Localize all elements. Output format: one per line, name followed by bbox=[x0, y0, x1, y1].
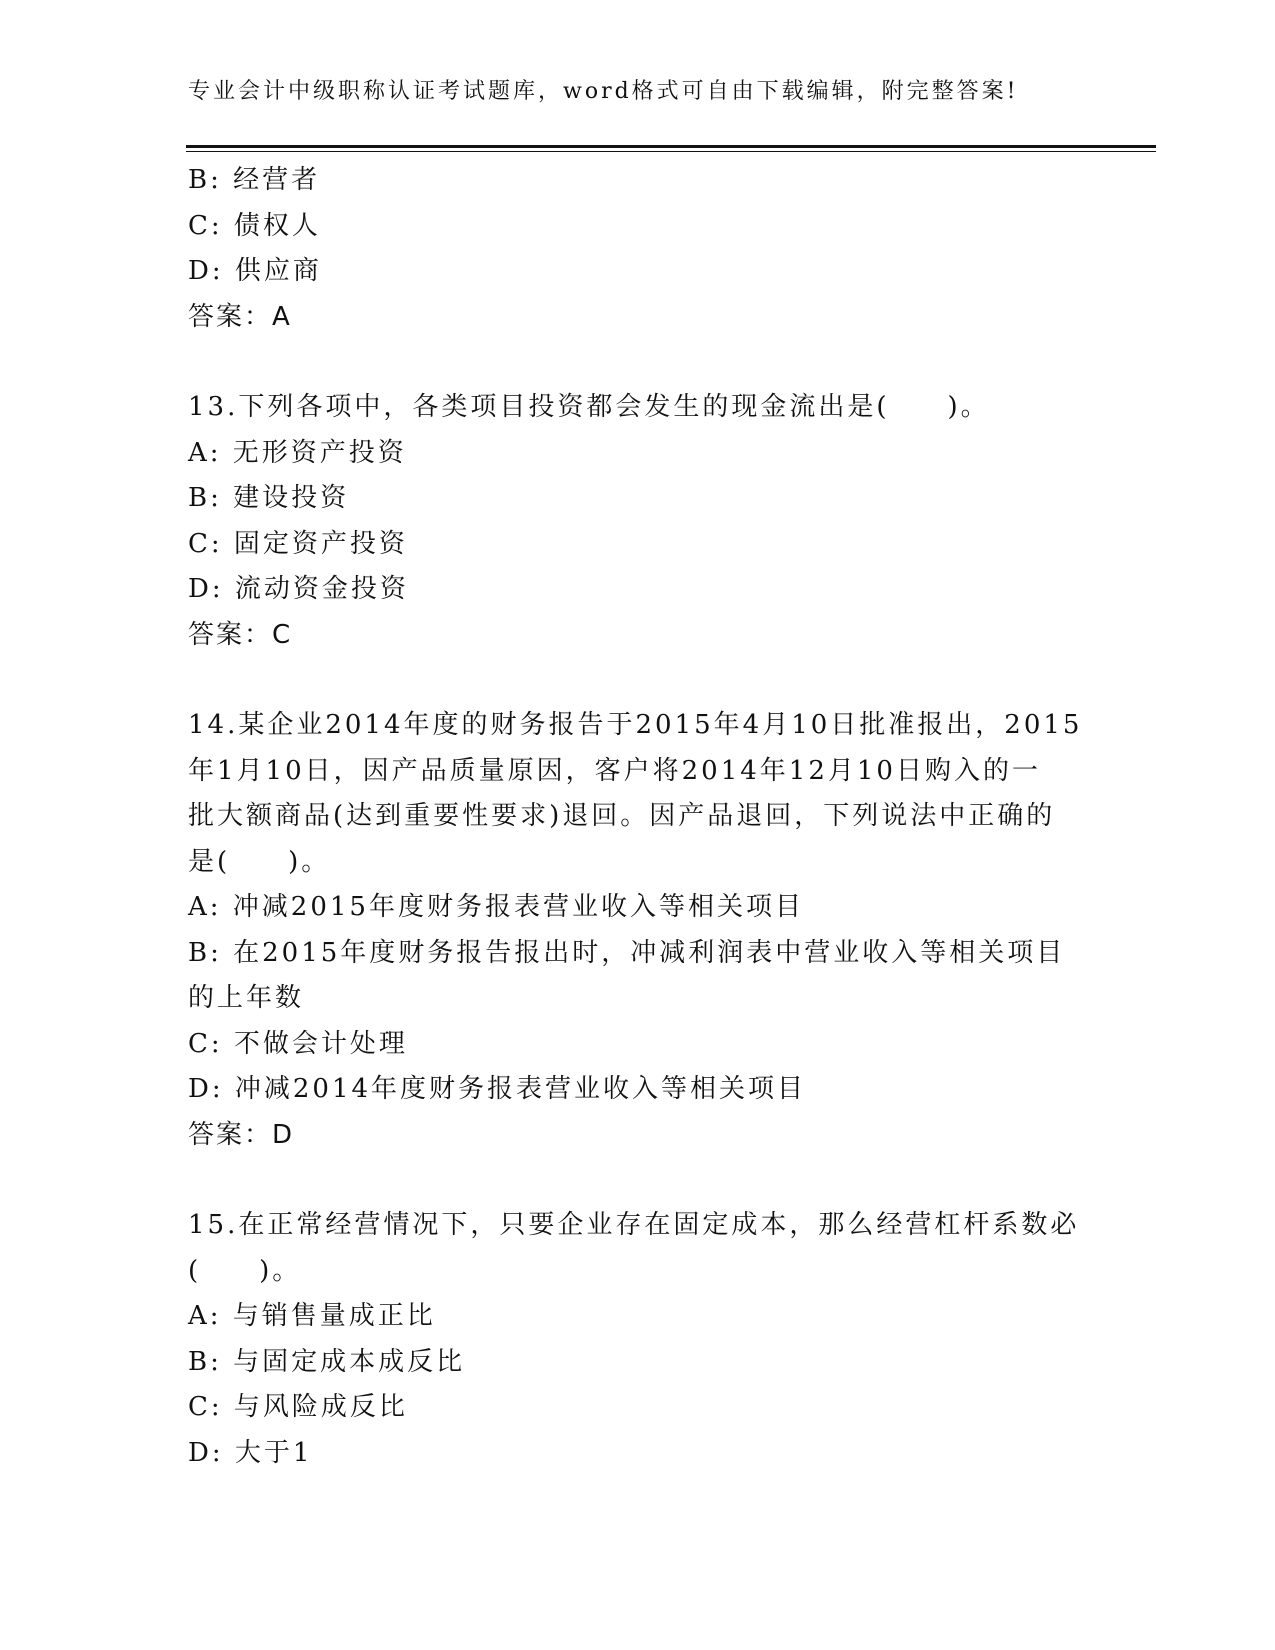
option-c: C: 不做会计处理 bbox=[188, 1028, 408, 1059]
question-15-stem-line: 15.在正常经营情况下，只要企业存在固定成本，那么经营杠杆系数必 bbox=[188, 1210, 1080, 1240]
option-b: B: 在2015年度财务报告报出时，冲减利润表中营业收入等相关项目 bbox=[188, 937, 1066, 968]
option-b: B: 与固定成本成反比 bbox=[188, 1346, 466, 1377]
question-15-stem-line: ( )。 bbox=[188, 1255, 302, 1286]
option-b: B: 建设投资 bbox=[188, 483, 350, 513]
option-a: A: 冲减2015年度财务报表营业收入等相关项目 bbox=[188, 892, 804, 922]
header-rule-thin bbox=[186, 151, 1156, 152]
option-d: D: 供应商 bbox=[188, 256, 322, 286]
option-c: C: 债权人 bbox=[188, 210, 321, 241]
question-14-stem-line: 14.某企业2014年度的财务报告于2015年4月10日批准报出，2015 bbox=[188, 710, 1083, 740]
option-b-continued: 的上年数 bbox=[188, 983, 305, 1013]
option-d: D: 流动资金投资 bbox=[188, 574, 409, 604]
answer: 答案：D bbox=[188, 1119, 295, 1150]
option-b: B: 经营者 bbox=[188, 165, 321, 195]
page-header: 专业会计中级职称认证考试题库，word格式可自由下载编辑，附完整答案! bbox=[188, 79, 1019, 104]
option-c: C: 固定资产投资 bbox=[188, 528, 408, 559]
question-content bbox=[188, 158, 1088, 1476]
option-a: A: 与销售量成正比 bbox=[188, 1301, 436, 1331]
option-a: A: 无形资产投资 bbox=[188, 437, 407, 468]
answer: 答案：C bbox=[188, 619, 293, 650]
question-13-stem: 13.下列各项中，各类项目投资都会发生的现金流出是( )。 bbox=[188, 392, 990, 422]
question-14-stem-line: 是( )。 bbox=[188, 846, 331, 877]
question-14-stem-line: 年1月10日，因产品质量原因，客户将2014年12月10日购入的一 bbox=[188, 755, 1041, 786]
option-c: C: 与风险成反比 bbox=[188, 1392, 408, 1422]
option-d: D: 冲减2014年度财务报表营业收入等相关项目 bbox=[188, 1074, 807, 1104]
question-14-stem-line: 批大额商品(达到重要性要求)退回。因产品退回，下列说法中正确的 bbox=[188, 801, 1056, 831]
answer: 答案：A bbox=[188, 301, 292, 332]
header-rule-thick bbox=[186, 145, 1156, 148]
option-d: D: 大于1 bbox=[188, 1437, 313, 1468]
